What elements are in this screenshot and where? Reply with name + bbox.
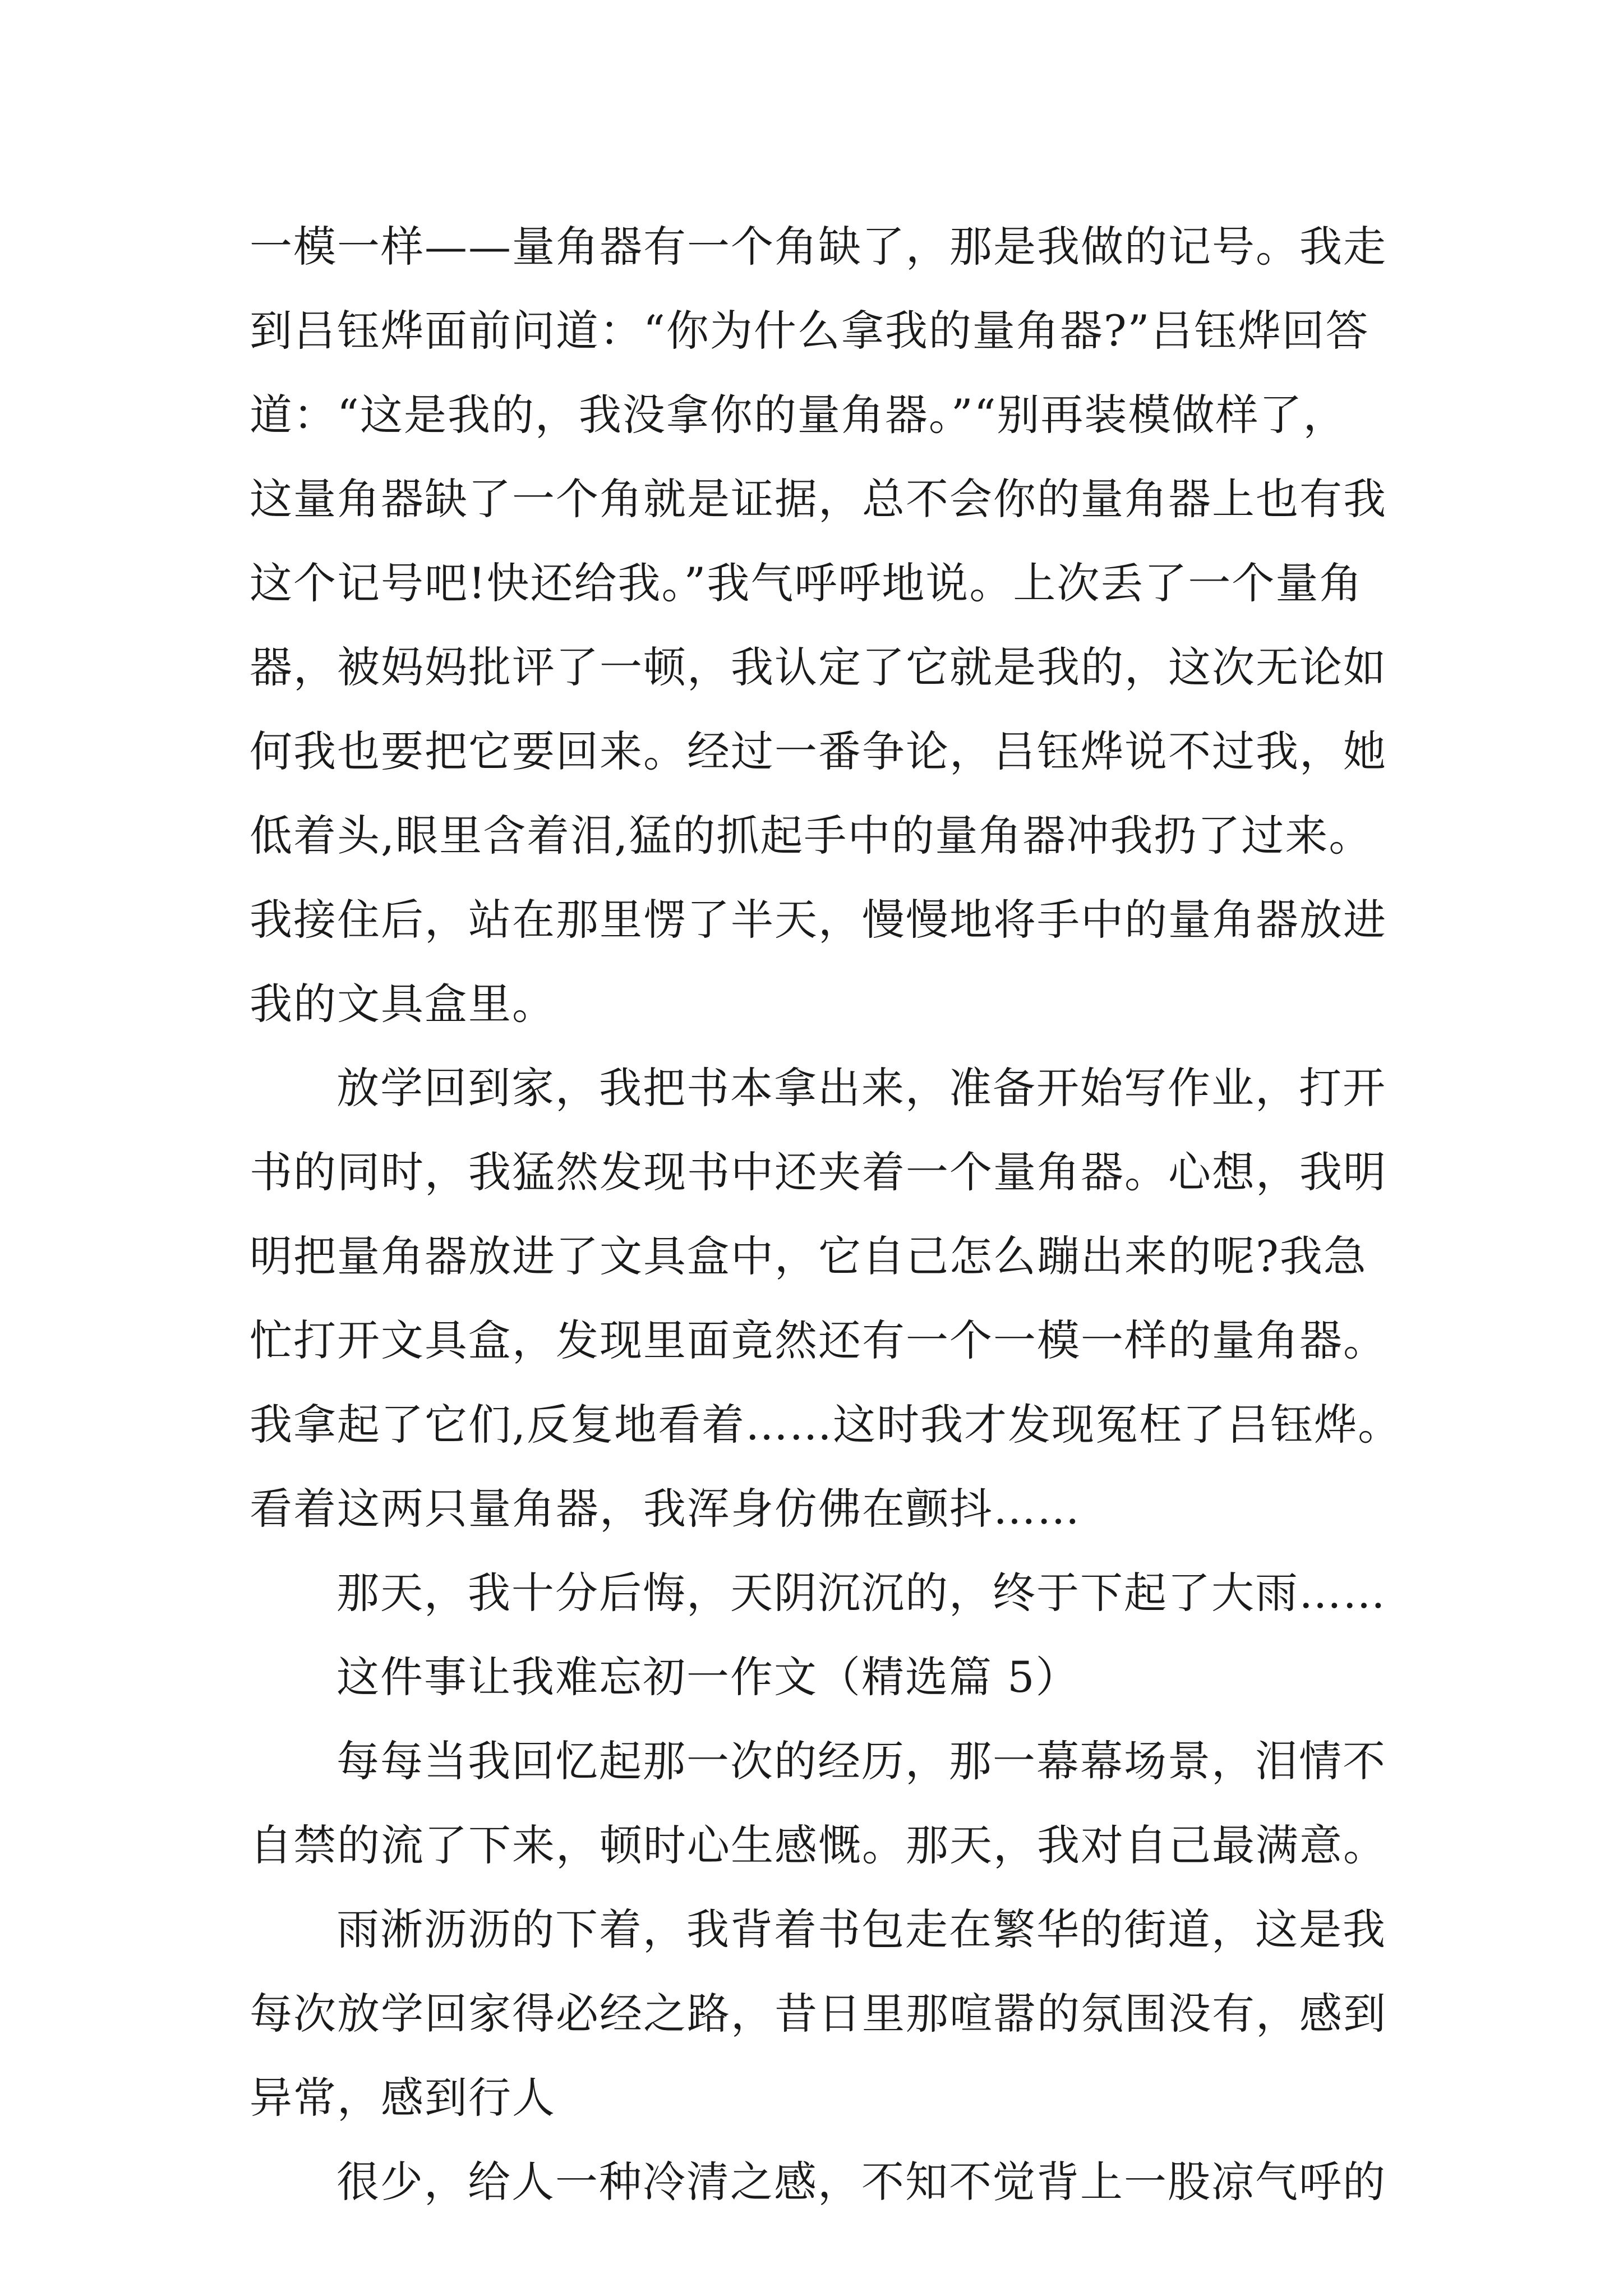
paragraph-line: 放学回到家，我把书本拿出来，准备开始写作业，打开 [336, 1063, 1386, 1113]
section-heading: 这件事让我难忘初一作文（精选篇 5） [336, 1652, 1080, 1702]
paragraph-line: 自禁的流了下来，顿时心生感慨。那天，我对自己最满意。 [250, 1820, 1387, 1870]
paragraph-line: 忙打开文具盒，发现里面竟然还有一个一模一样的量角器。 [250, 1315, 1387, 1365]
paragraph-line: 雨淅沥沥的下着，我背着书包走在繁华的街道，这是我 [336, 1904, 1386, 1954]
paragraph-line: 这个记号吧!快还给我。”我气呼呼地说。上次丢了一个量角 [250, 558, 1363, 608]
paragraph-line: 每每当我回忆起那一次的经历，那一幕幕场景，泪情不 [336, 1736, 1386, 1786]
paragraph-line: 何我也要把它要回来。经过一番争论，吕钰烨说不过我，她 [250, 726, 1387, 776]
paragraph-line: 书的同时，我猛然发现书中还夹着一个量角器。心想，我明 [250, 1147, 1387, 1197]
paragraph-line: 低着头,眼里含着泪,猛的抓起手中的量角器冲我扔了过来。 [250, 811, 1373, 861]
paragraph-line: 这量角器缺了一个角就是证据，总不会你的量角器上也有我 [250, 474, 1387, 524]
paragraph-line: 看着这两只量角器，我浑身仿佛在颤抖…… [250, 1484, 1081, 1534]
paragraph-line: 到吕钰烨面前问道：“你为什么拿我的量角器?”吕钰烨回答 [250, 306, 1370, 356]
paragraph-line: 我拿起了它们,反复地看着……这时我才发现冤枉了吕钰烨。 [250, 1400, 1402, 1450]
paragraph-line: 异常，感到行人 [250, 2073, 556, 2123]
paragraph-line: 很少，给人一种冷清之感，不知不觉背上一股凉气呼的 [336, 2157, 1386, 2207]
paragraph-line: 那天，我十分后悔，天阴沉沉的，终于下起了大雨…… [336, 1568, 1386, 1618]
paragraph-line: 器，被妈妈批评了一顿，我认定了它就是我的，这次无论如 [250, 642, 1387, 692]
paragraph-line: 我接住后，站在那里愣了半天，慢慢地将手中的量角器放进 [250, 895, 1387, 945]
paragraph-line: 明把量角器放进了文具盒中，它自己怎么蹦出来的呢?我急 [250, 1231, 1367, 1281]
paragraph-line: 道：“这是我的，我没拿你的量角器。”“别再装模做样了， [250, 390, 1347, 440]
paragraph-line: 我的文具盒里。 [250, 979, 556, 1029]
paragraph-line: 每次放学回家得必经之路，昔日里那喧嚣的氛围没有，感到 [250, 1989, 1387, 2039]
paragraph-line: 一模一样——量角器有一个角缺了，那是我做的记号。我走 [250, 222, 1387, 272]
